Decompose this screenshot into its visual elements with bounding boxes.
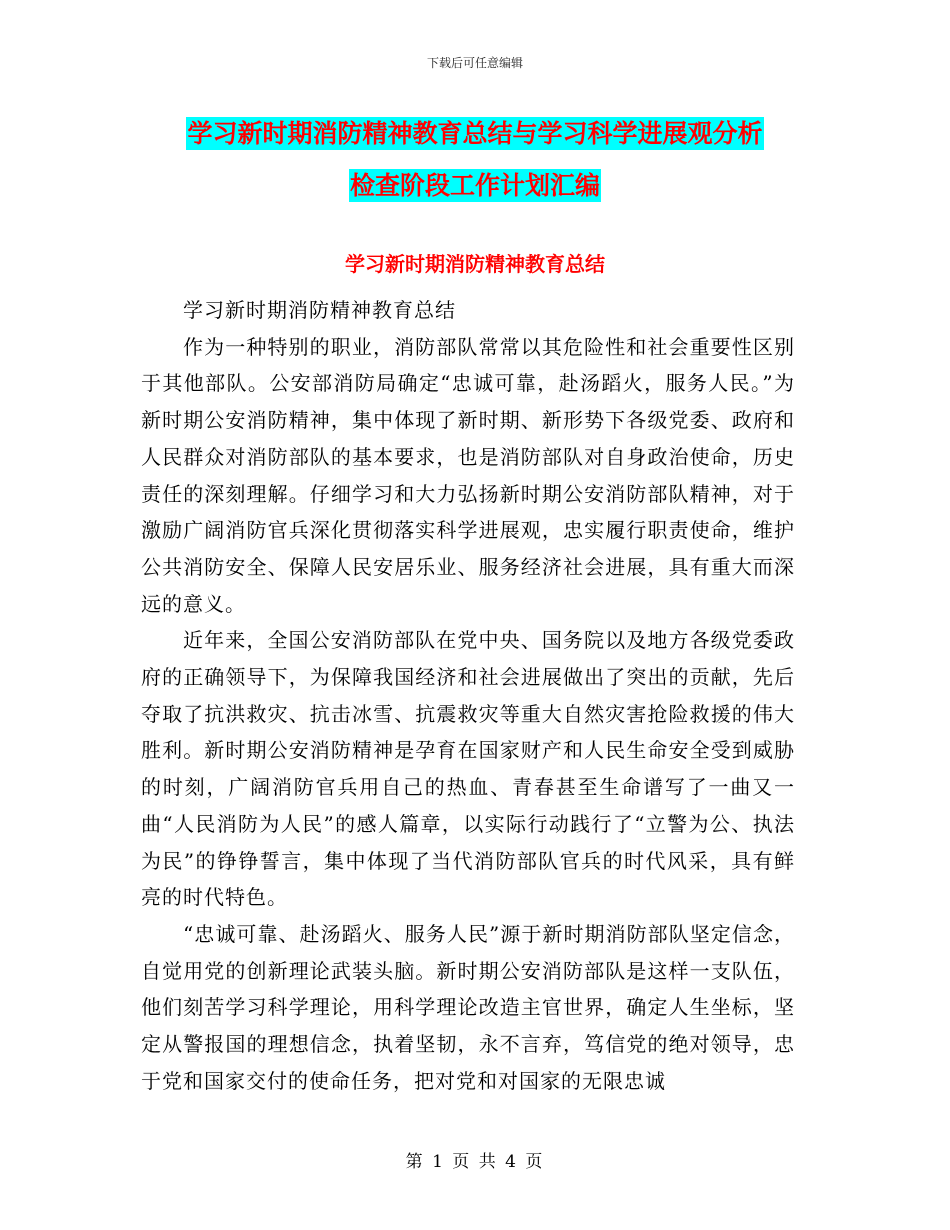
section-title: 学习新时期消防精神教育总结 xyxy=(345,252,605,276)
title-line-2: 检查阶段工作计划汇编 xyxy=(349,171,600,200)
paragraph: 学习新时期消防精神教育总结 xyxy=(183,298,456,322)
paragraph: 作为一种特别的职业，消防部队常常以其危险性和社会重要性区别于其他部队。公安部消防局确定“忠诚可靠，赴汤蹈火，服务人民。”为新时期公安消防精神，集中体现了新时期、新形势下各级党委、政府和人民群众对消防部队的基本要求，也是消防部队对自身政治使命，历史责任的深刻理解。仔细学习和大力弘扬新时期公安消防部队精神，对于激励广阔消防官兵深化贯彻落实科学进展观，忠实履行职责使命，维护公共消防安全、保障人民安居乐业、服务经济社会进展，具有重大而深远的意义。 xyxy=(141,334,795,616)
title-line-1: 学习新时期消防精神教育总结与学习科学进展观分析 xyxy=(187,119,763,148)
paragraph: “忠诚可靠、赴汤蹈火、服务人民”源于新时期消防部队坚定信念，自觉用党的创新理论武装头脑。新时期公安消防部队是这样一支队伍，他们刻苦学习科学理论，用科学理论改造主官世界，确定人生坐标，坚定从警报国的理想信念，执着坚韧，永不言弃，笃信党的绝对领导，忠于党和国家交付的使命任务，把对党和对国家的无限忠诚 xyxy=(141,921,795,1093)
paragraph: 近年来，全国公安消防部队在党中央、国务院以及地方各级党委政府的正确领导下，为保障我国经济和社会进展做出了突出的贡献，先后夺取了抗洪救灾、抗击冰雪、抗震救灾等重大自然灾害抢险救援的伟大胜利。新时期公安消防精神是孕育在国家财产和人民生命安全受到威胁的时刻，广阔消防官兵用自己的热血、青春甚至生命谱写了一曲又一曲“人民消防为人民”的感人篇章，以实际行动践行了“立警为公、执法为民”的铮铮誓言，集中体现了当代消防部队官兵的时代风采，具有鲜亮的时代特色。 xyxy=(141,628,795,910)
page-footer: 第 1 页 共 4 页 xyxy=(405,1152,545,1172)
document-title xyxy=(140,108,810,212)
header-note: 下载后可任意编辑 xyxy=(426,56,523,70)
body-text xyxy=(141,292,795,1099)
